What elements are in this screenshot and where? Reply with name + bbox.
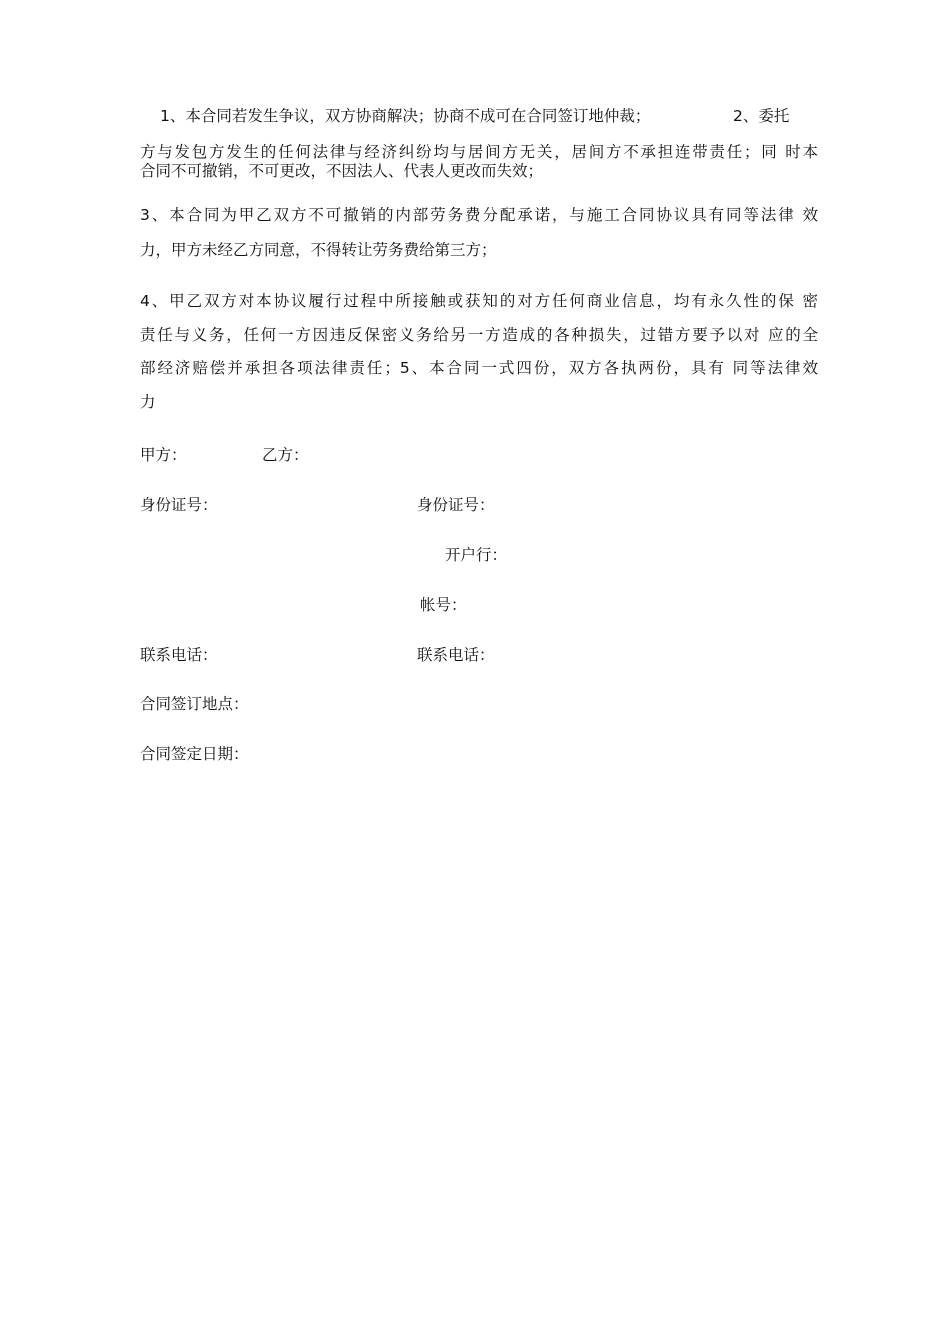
signing-date-label: 合同签定日期： [140, 745, 249, 763]
party-b-id-label: 身份证号： [417, 496, 495, 514]
party-b-label: 乙方： [262, 446, 309, 464]
party-a-label: 甲方： [140, 446, 187, 464]
clause-4-line-3: 部经济赔偿并承担各项法律责任；5、本合同一式四份，双方各执两份，具有 同等法律效 [140, 359, 818, 377]
signing-place-label: 合同签订地点： [140, 695, 249, 713]
clause-2-line-2: 方与发包方发生的任何法律与经济纠纷均与居间方无关，居间方不承担连带责任；同 时本 [140, 143, 818, 161]
clause-4-line-1: 4、甲乙双方对本协议履行过程中所接触或获知的对方任何商业信息，均有永久性的保 密 [140, 292, 818, 310]
party-a-phone-label: 联系电话： [140, 646, 218, 664]
clause-1-line-1a: 1、本合同若发生争议，双方协商解决；协商不成可在合同签订地仲裁； [160, 107, 651, 125]
clause-2-line-3: 合同不可撤销，不可更改，不因法人、代表人更改而失效； [140, 162, 544, 180]
party-b-phone-label: 联系电话： [417, 646, 495, 664]
clause-2-start: 2、委托 [733, 107, 790, 125]
bank-label: 开户行： [445, 546, 508, 564]
party-a-id-label: 身份证号： [140, 496, 218, 514]
clause-4-line-2: 责任与义务，任何一方因违反保密义务给另一方造成的各种损失，过错方要予以对 应的全 [140, 326, 818, 344]
clause-4-line-4: 力 [140, 393, 156, 411]
account-label: 帐号： [420, 596, 467, 614]
clause-3-line-1: 3、本合同为甲乙双方不可撤销的内部劳务费分配承诺，与施工合同协议具有同等法律 效 [140, 206, 818, 224]
clause-3-line-2: 力，甲方未经乙方同意，不得转让劳务费给第三方； [140, 241, 497, 259]
